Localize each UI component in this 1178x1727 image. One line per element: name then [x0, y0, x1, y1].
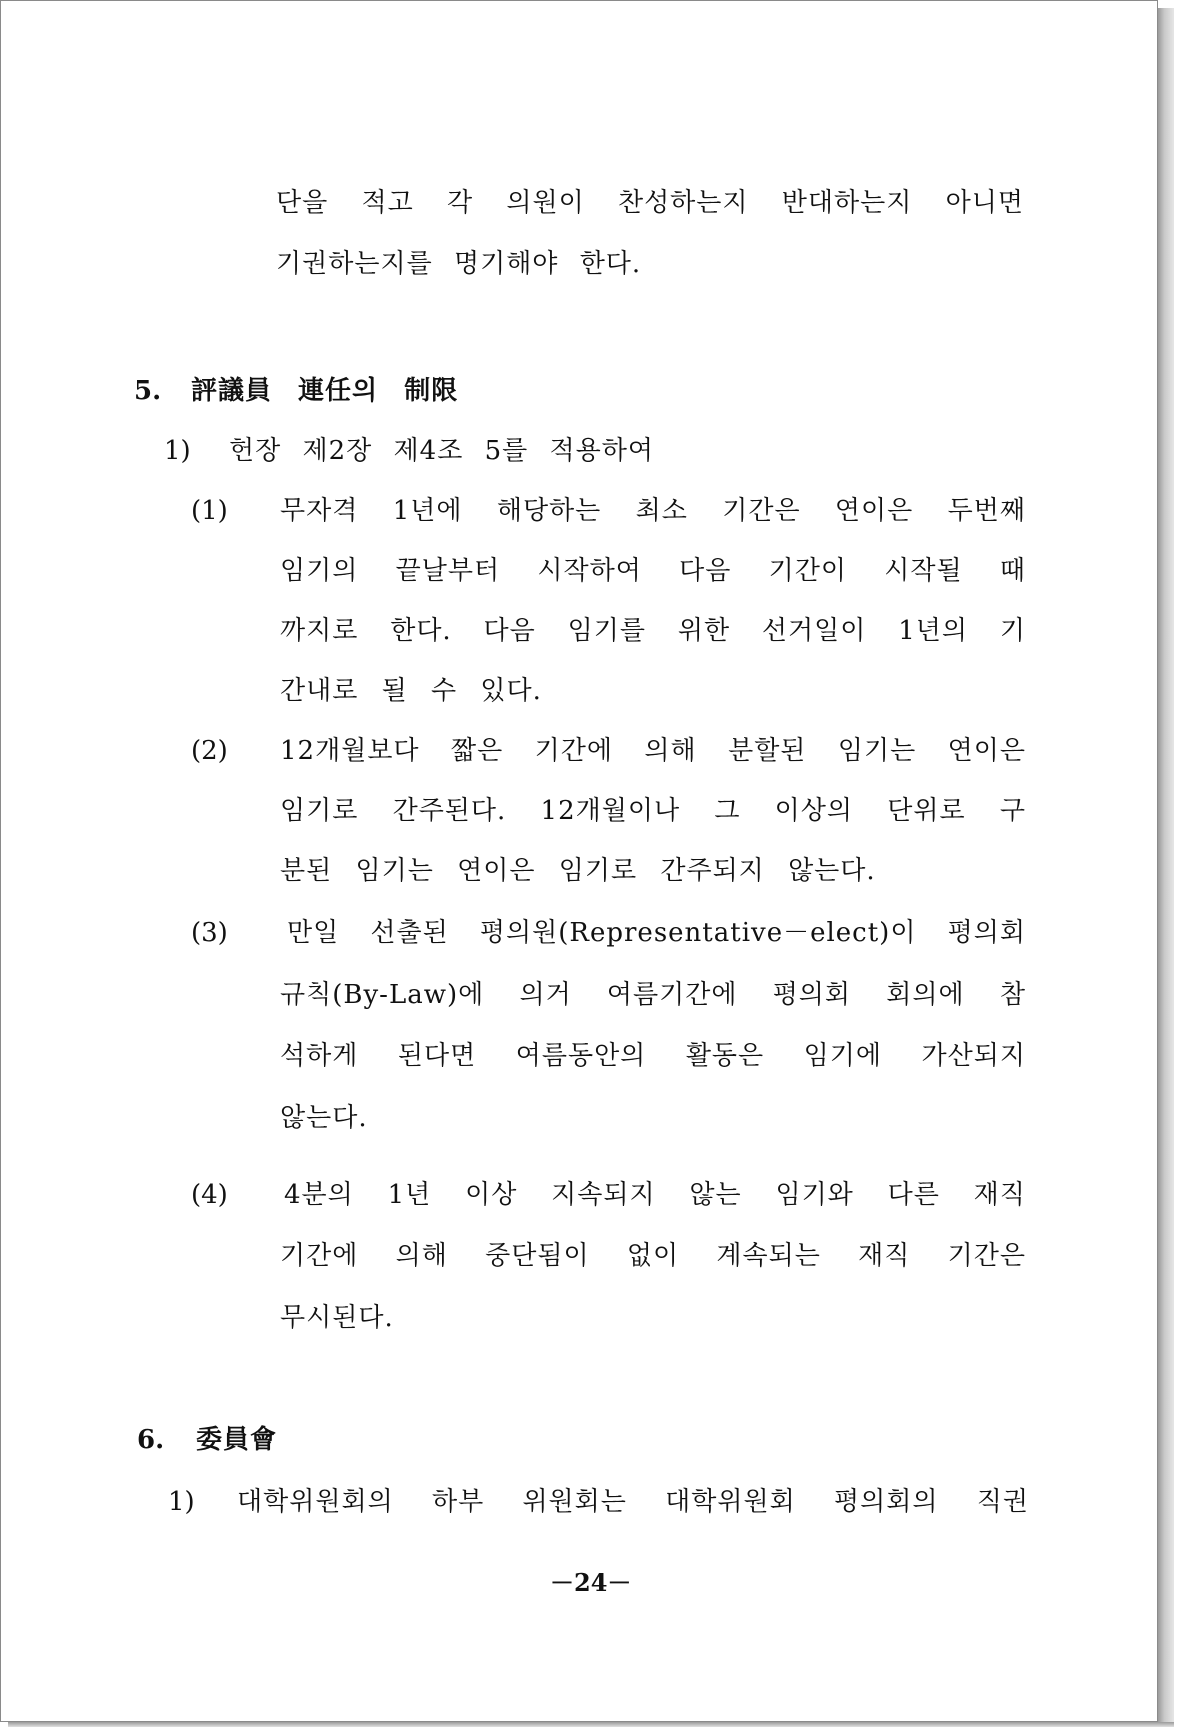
- word: 여름기간에: [606, 980, 738, 1010]
- word: 평의회: [947, 918, 1026, 948]
- word: 된다면: [397, 1041, 477, 1071]
- word: 간주된다.: [392, 796, 507, 826]
- word: 해당하는: [496, 496, 602, 526]
- word: 단을: [276, 188, 329, 218]
- subitem-line: [287, 916, 1026, 950]
- word: 중단됨이: [485, 1241, 590, 1271]
- word: 기간에: [534, 736, 613, 766]
- item-text: [237, 1485, 1029, 1519]
- word: 이상의: [774, 796, 854, 826]
- word: 의해: [644, 736, 697, 766]
- word: 의원이: [506, 188, 585, 218]
- subitem-marker: (4): [191, 1180, 228, 1210]
- subitem-line: 무시된다.: [280, 1303, 394, 1333]
- word: 평의회: [772, 980, 852, 1010]
- word: 임기의: [280, 556, 359, 586]
- word: 평의회의: [834, 1487, 939, 1517]
- word: 하부: [431, 1487, 485, 1517]
- word: 다른: [887, 1180, 940, 1210]
- word: 만일: [287, 918, 340, 948]
- word: 1년에: [392, 496, 463, 526]
- word: 이상: [465, 1180, 518, 1210]
- word: 시작하여: [537, 556, 642, 586]
- word: 없이: [626, 1241, 680, 1271]
- subitem-marker: (1): [191, 496, 228, 526]
- word: 다음: [679, 556, 732, 586]
- page-shadow-right: [1158, 8, 1174, 1727]
- word: 짧은: [450, 736, 504, 766]
- word: 석하게: [280, 1041, 359, 1071]
- word: 연이은: [947, 736, 1026, 766]
- word: 시작될: [884, 556, 963, 586]
- word: 무자격: [280, 496, 359, 526]
- subitem-line: [280, 1239, 1026, 1273]
- word: 기: [999, 616, 1026, 646]
- word: 기간은: [947, 1241, 1026, 1271]
- word: 반대하는지: [781, 188, 913, 218]
- word: 선출된: [370, 918, 449, 948]
- section-title: 委員會: [196, 1425, 278, 1455]
- word: 계속되는: [716, 1241, 821, 1271]
- word: 대학위원회: [665, 1487, 796, 1517]
- word: 기간은: [722, 496, 801, 526]
- word: 그: [714, 796, 741, 826]
- subitem-line: 간내로 될 수 있다.: [280, 676, 542, 706]
- word: 까지로: [280, 616, 359, 646]
- subitem-line: [280, 494, 1026, 528]
- word: 의해: [395, 1241, 448, 1271]
- word: 아니면: [945, 188, 1024, 218]
- word: 단위로: [887, 796, 966, 826]
- word: 규칙(By-Law)에: [280, 980, 485, 1010]
- word: 12개월보다: [280, 736, 420, 766]
- word: 임기를: [567, 616, 646, 646]
- subitem-line: [280, 1039, 1026, 1073]
- word: 다음: [483, 616, 536, 646]
- word: 회의에: [886, 980, 965, 1010]
- word: 때: [999, 556, 1026, 586]
- word: 4분의: [284, 1180, 354, 1210]
- subitem-line: 않는다.: [280, 1103, 368, 1133]
- paragraph-line: [276, 186, 1024, 220]
- subitem-line: [280, 614, 1026, 648]
- word: 임기에: [803, 1041, 883, 1071]
- item-marker: 1): [168, 1487, 195, 1517]
- word: 임기는: [837, 736, 917, 766]
- section-number: 6.: [137, 1425, 165, 1455]
- paragraph-line: 기권하는지를 명기해야 한다.: [276, 249, 642, 279]
- word: 재직: [973, 1180, 1026, 1210]
- word: 위한: [677, 616, 731, 646]
- word: 임기와: [775, 1180, 854, 1210]
- subitem-line: 분된 임기는 연이은 임기로 간주되지 않는다.: [280, 856, 876, 886]
- subitem-line: [284, 1178, 1026, 1212]
- word: 두번째: [947, 496, 1026, 526]
- word: 한다.: [390, 616, 452, 646]
- word: 참: [999, 980, 1026, 1010]
- word: 각: [446, 188, 474, 218]
- subitem-line: [280, 554, 1026, 588]
- subitem-line: [280, 794, 1026, 828]
- word: 재직: [858, 1241, 911, 1271]
- word: 연이은: [834, 496, 914, 526]
- word: 구: [999, 796, 1026, 826]
- subitem-line: [280, 978, 1026, 1012]
- word: 의거: [519, 980, 572, 1010]
- word: 평의원(Representative－elect)이: [479, 918, 917, 948]
- word: 임기로: [280, 796, 359, 826]
- word: 위원회는: [522, 1487, 627, 1517]
- word: 적고: [361, 188, 414, 218]
- item-text: 헌장 제2장 제4조 5를 적용하여: [229, 436, 654, 466]
- word: 않는: [689, 1180, 742, 1210]
- word: 대학위원회의: [237, 1487, 394, 1517]
- word: 가산되지: [921, 1041, 1026, 1071]
- word: 끝날부터: [395, 556, 501, 586]
- word: 직권: [976, 1487, 1029, 1517]
- page-shadow-bottom: [8, 1722, 1174, 1727]
- word: 분할된: [728, 736, 807, 766]
- subitem-line: [280, 734, 1026, 768]
- section-number: 5.: [134, 376, 162, 406]
- word: 지속되지: [551, 1180, 656, 1210]
- word: 기간이: [768, 556, 847, 586]
- word: 최소: [635, 496, 688, 526]
- page-number: －24－: [550, 1568, 632, 1597]
- word: 찬성하는지: [617, 188, 749, 218]
- word: 1년: [387, 1180, 432, 1210]
- subitem-marker: (2): [191, 736, 228, 766]
- word: 1년의: [898, 616, 968, 646]
- word: 선거일이: [761, 616, 867, 646]
- word: 활동은: [685, 1041, 765, 1071]
- subitem-marker: (3): [191, 918, 228, 948]
- section-title: 評議員 連任의 制限: [191, 376, 459, 406]
- word: 12개월이나: [540, 796, 681, 826]
- word: 기간에: [280, 1241, 359, 1271]
- item-marker: 1): [164, 436, 191, 466]
- word: 여름동안의: [515, 1041, 647, 1071]
